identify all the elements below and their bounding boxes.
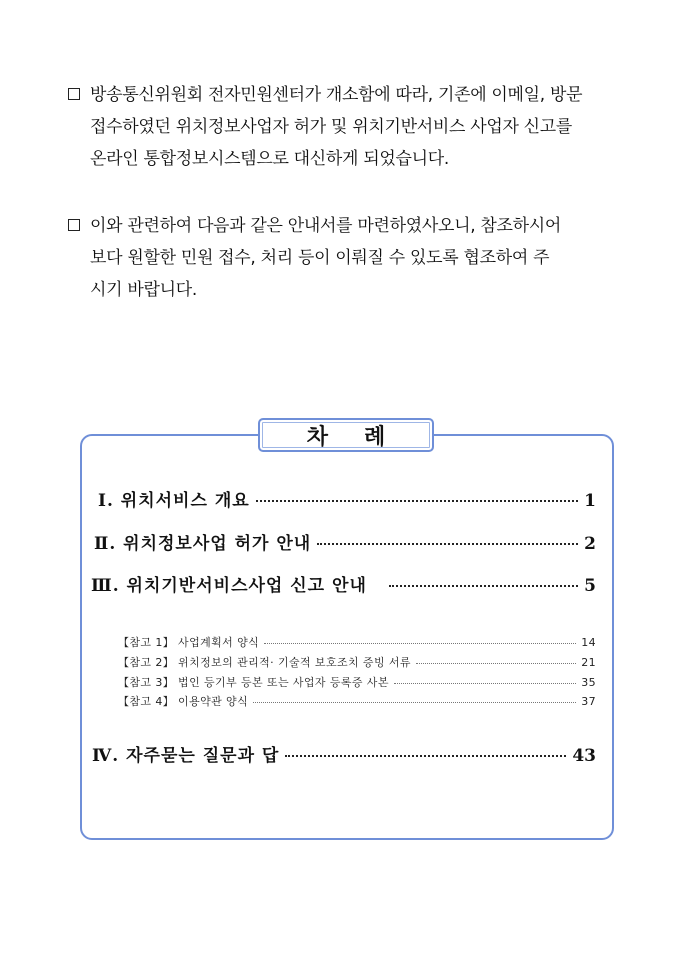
checkbox-bullet-icon [68,88,80,100]
toc-entry-label: Ⅲ. 위치기반서비스사업 신고 안내 [91,576,367,596]
toc-reference-4[interactable] [118,693,596,709]
toc-reference-3[interactable] [118,674,596,690]
toc-entry-page: 5 [584,576,596,596]
reference-label: 【참고 3】 법인 등기부 등본 또는 사업자 등록증 사본 [118,676,389,689]
dot-leader [389,585,578,587]
dot-leader [317,543,578,545]
toc-reference-1[interactable] [118,634,596,650]
dot-leader [285,755,566,757]
reference-label: 【참고 1】 사업계획서 양식 [118,636,260,649]
dot-leader [264,643,576,644]
intro-paragraph-1 [68,79,628,175]
toc-reference-2[interactable] [118,654,596,670]
reference-label: 【참고 2】 위치정보의 관리적· 기술적 보호조치 증빙 서류 [118,656,411,669]
paragraph-line: 온라인 통합정보시스템으로 대신하게 되었습니다. [90,149,449,169]
checkbox-bullet-icon [68,219,80,231]
intro-paragraph-2 [68,210,628,306]
toc-entry-section-2[interactable] [94,529,596,554]
reference-page: 37 [581,695,596,708]
toc-entry-faq[interactable] [92,741,596,766]
reference-label: 【참고 4】 이용약관 양식 [118,695,249,708]
toc-title: 차례 [306,424,422,450]
reference-page: 14 [581,636,596,649]
toc-entry-page: 2 [584,534,596,554]
paragraph-line: 이와 관련하여 다음과 같은 안내서를 마련하였사오니, 참조하시어 [90,216,562,236]
toc-entry-label: Ⅳ. 자주묻는 질문과 답 [92,746,280,766]
paragraph-line: 시기 바랍니다. [90,280,197,300]
toc-entry-section-3[interactable] [91,571,596,596]
reference-page: 35 [581,676,596,689]
dot-leader [394,683,576,684]
toc-entry-label: Ⅰ. 위치서비스 개요 [98,491,250,511]
reference-page: 21 [581,656,596,669]
dot-leader [256,500,578,502]
toc-entry-label: Ⅱ. 위치정보사업 허가 안내 [94,534,312,554]
paragraph-line: 방송통신위원회 전자민원센터가 개소함에 따라, 기존에 이메일, 방문 [90,85,583,105]
toc-entry-section-1[interactable] [98,486,596,511]
paragraph-line: 접수하였던 위치정보사업자 허가 및 위치기반서비스 사업자 신고를 [90,117,573,137]
toc-title-badge [258,418,434,452]
dot-leader [253,702,576,703]
toc-entry-page: 1 [584,491,596,511]
toc-entry-page: 43 [572,746,596,766]
paragraph-line: 보다 원할한 민원 접수, 처리 등이 이뤄질 수 있도록 협조하여 주 [90,248,550,268]
dot-leader [416,663,576,664]
